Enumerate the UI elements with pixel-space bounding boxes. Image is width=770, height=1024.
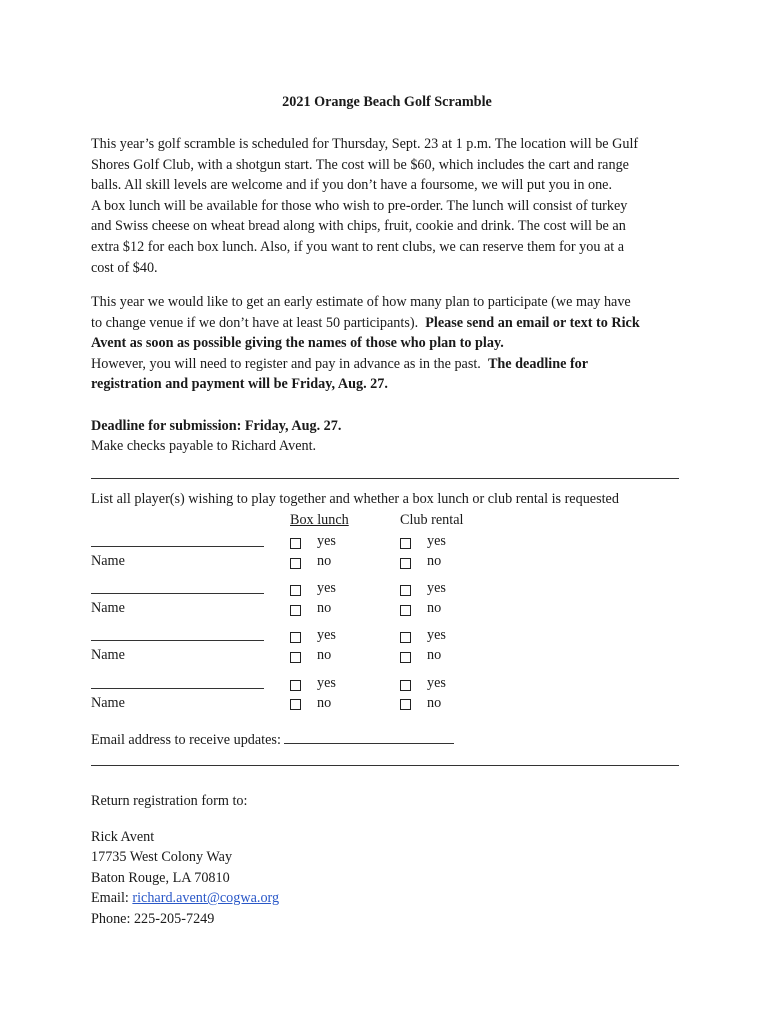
estimate-line: [91, 313, 691, 334]
club-rental-yes-label: yes: [427, 533, 446, 549]
return-email-label: Email:: [91, 890, 133, 906]
intro-line: and Swiss cheese on wheat bread along with chips, fruit, cookie and drink. The cost will be an: [91, 218, 626, 235]
intro-line: cost of $40.: [91, 259, 158, 276]
intro-paragraph: [91, 134, 691, 278]
club-rental-no-checkbox[interactable]: [400, 699, 411, 710]
intro-line: extra $12 for each box lunch. Also, if you want to rent clubs, we can reserve them for you at a: [91, 238, 625, 255]
box-lunch-header: Box lunch: [290, 512, 349, 528]
box-lunch-yes-label: yes: [317, 533, 336, 549]
player-name-blank[interactable]: [91, 546, 264, 547]
box-lunch-no-checkbox[interactable]: [290, 558, 301, 569]
box-lunch-no-label: no: [317, 695, 332, 711]
deadline-bold-text: The deadline for: [487, 355, 589, 372]
estimate-line: This year we would like to get an early estimate of how many plan to participate (we may have: [91, 294, 631, 310]
estimate-bold-line: Avent as soon as possible giving the names of those who plan to play.: [91, 335, 504, 352]
box-lunch-no-label: no: [317, 647, 332, 663]
club-rental-yes-label: yes: [427, 627, 446, 643]
player-name-blank[interactable]: [91, 593, 264, 594]
club-rental-no-label: no: [427, 553, 442, 569]
player-name-label: Name: [91, 553, 125, 569]
club-rental-header: Club rental: [400, 512, 464, 528]
box-lunch-yes-checkbox[interactable]: [290, 680, 301, 691]
document-title: 2021 Orange Beach Golf Scramble: [282, 94, 492, 110]
intro-line: Shores Golf Club, with a shotgun start. The cost will be $60, which includes the cart and range: [91, 156, 629, 173]
box-lunch-no-checkbox[interactable]: [290, 605, 301, 616]
email-updates-row: [91, 729, 454, 750]
return-name: Rick Avent: [91, 829, 155, 845]
club-rental-yes-checkbox[interactable]: [400, 538, 411, 549]
club-rental-yes-label: yes: [427, 580, 446, 596]
club-rental-no-checkbox[interactable]: [400, 605, 411, 616]
box-lunch-yes-checkbox[interactable]: [290, 585, 301, 596]
club-rental-no-checkbox[interactable]: [400, 558, 411, 569]
estimate-text: to change venue if we don’t have at least 50 participants).: [91, 314, 426, 331]
player-name-blank[interactable]: [91, 640, 264, 641]
estimate-line: [91, 354, 691, 375]
player-name-label: Name: [91, 647, 125, 663]
box-lunch-yes-checkbox[interactable]: [290, 538, 301, 549]
box-lunch-yes-checkbox[interactable]: [290, 632, 301, 643]
email-updates-label: Email address to receive updates:: [91, 732, 285, 748]
divider-top: [91, 478, 679, 479]
club-rental-yes-checkbox[interactable]: [400, 632, 411, 643]
club-rental-no-label: no: [427, 695, 442, 711]
player-name-blank[interactable]: [91, 688, 264, 689]
club-rental-no-label: no: [427, 647, 442, 663]
box-lunch-yes-label: yes: [317, 675, 336, 691]
submission-deadline: Deadline for submission: Friday, Aug. 27.: [91, 418, 342, 434]
estimate-text: However, you will need to register and pay in advance as in the past.: [91, 355, 488, 372]
box-lunch-no-checkbox[interactable]: [290, 699, 301, 710]
box-lunch-yes-label: yes: [317, 627, 336, 643]
return-email-link[interactable]: richard.avent@cogwa.org: [132, 890, 280, 906]
return-city: Baton Rouge, LA 70810: [91, 870, 230, 886]
form-instructions: List all player(s) wishing to play together and whether a box lunch or club rental is requested: [91, 491, 619, 507]
intro-line: A box lunch will be available for those who wish to pre-order. The lunch will consist of turkey: [91, 197, 628, 214]
email-updates-blank[interactable]: [284, 729, 454, 744]
checks-payable: Make checks payable to Richard Avent.: [91, 438, 317, 454]
estimate-paragraph: [91, 292, 691, 395]
return-email-row: [91, 888, 279, 908]
divider-bottom: [91, 765, 679, 766]
return-phone: Phone: 225-205-7249: [91, 911, 215, 927]
return-street: 17735 West Colony Way: [91, 849, 233, 865]
box-lunch-no-label: no: [317, 600, 332, 616]
box-lunch-yes-label: yes: [317, 580, 336, 596]
deadline-bold-line: registration and payment will be Friday, Aug. 27.: [91, 376, 388, 393]
club-rental-no-label: no: [427, 600, 442, 616]
box-lunch-no-checkbox[interactable]: [290, 652, 301, 663]
player-name-label: Name: [91, 695, 125, 711]
box-lunch-no-label: no: [317, 553, 332, 569]
estimate-bold-text: Please send an email or text to Rick: [425, 314, 640, 331]
return-heading: Return registration form to:: [91, 793, 248, 809]
player-name-label: Name: [91, 600, 125, 616]
intro-line: This year’s golf scramble is scheduled for Thursday, Sept. 23 at 1 p.m. The location will be Gulf: [91, 136, 639, 152]
club-rental-yes-label: yes: [427, 675, 446, 691]
club-rental-yes-checkbox[interactable]: [400, 680, 411, 691]
intro-line: balls. All skill levels are welcome and if you don’t have a foursome, we will put you in one.: [91, 177, 613, 194]
club-rental-no-checkbox[interactable]: [400, 652, 411, 663]
club-rental-yes-checkbox[interactable]: [400, 585, 411, 596]
